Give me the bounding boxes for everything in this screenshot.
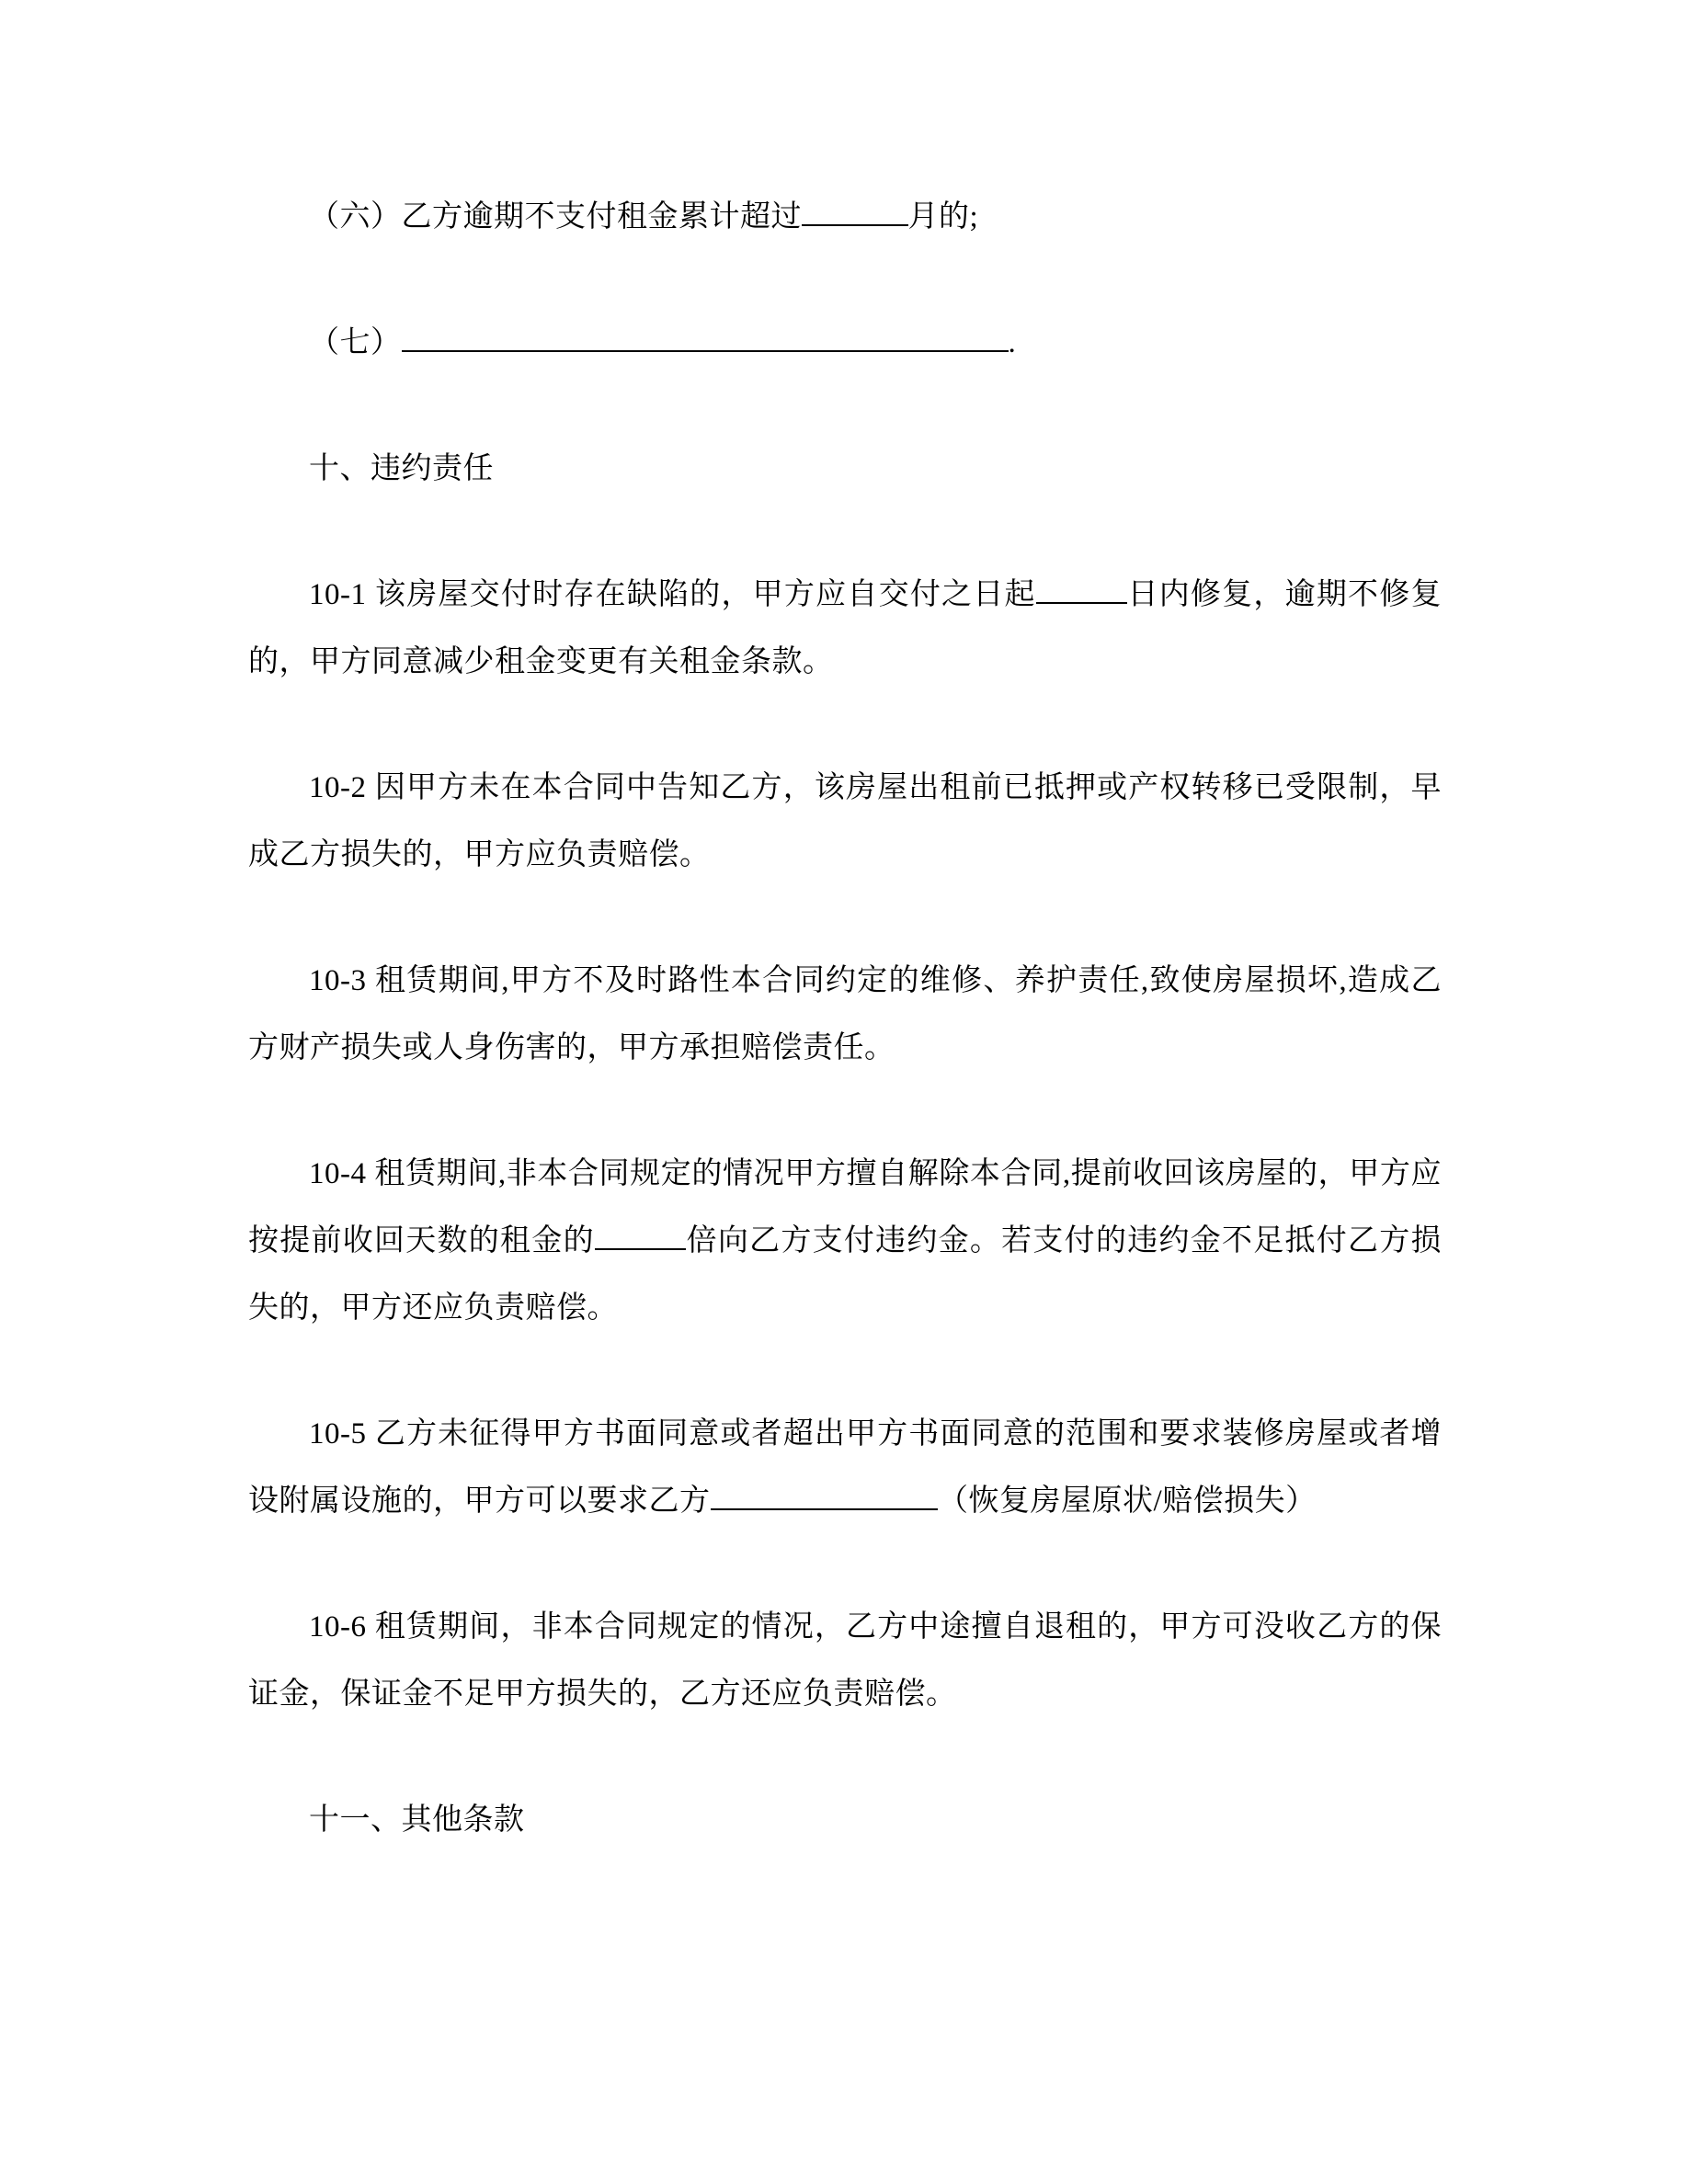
fill-in-blank[interactable]: [595, 1223, 686, 1250]
section-heading-10: 十、违约责任: [309, 452, 494, 485]
clause-item-7: （七） .: [248, 310, 1442, 377]
fill-in-blank[interactable]: [402, 324, 1009, 352]
clause-10-4: 10-4 租赁期间,非本合同规定的情况甲方擅自解除本合同,提前收回该房屋的，甲方应按提前收回天数的租金的 倍向乙方支付违约金。若支付的违约金不足抵付乙方损失的，甲方还应负责赔偿。: [248, 1157, 1443, 1325]
fill-in-blank[interactable]: [1036, 576, 1127, 604]
clause-10-1: 10-1 该房屋交付时存在缺陷的，甲方应自交付之日起 日内修复，逾期不修复的，甲方同意减少租金变更有关租金条款。: [248, 562, 1442, 696]
fill-in-blank[interactable]: [802, 199, 908, 226]
clause-10-6: 10-6 租赁期间，非本合同规定的情况，乙方中途擅自退租的，甲方可没收乙方的保证金，保证金不足甲方损失的，乙方还应负责赔偿。: [248, 1610, 1442, 1711]
section-heading-11: 十一、其他条款: [309, 1803, 525, 1837]
clause-10-5: 10-5 乙方未征得甲方书面同意或者超出甲方书面同意的范围和要求装修房屋或者增设附属设施的，甲方可以要求乙方 （恢复房屋原状/赔偿损失）: [248, 1417, 1442, 1518]
fill-in-blank[interactable]: [711, 1483, 939, 1510]
clause-10-2: 10-2 因甲方未在本合同中告知乙方，该房屋出租前已抵押或产权转移已受限制，早成乙方损失的，甲方应负责赔偿。: [248, 771, 1442, 871]
clause-10-3: 10-3 租赁期间,甲方不及时路性本合同约定的维修、养护责任,致使房屋损坏,造成乙方财产损失或人身伤害的，甲方承担赔偿责任。: [248, 964, 1442, 1064]
clause-item-6: （六）乙方逾期不支付租金累计超过 月的;: [248, 184, 1442, 251]
